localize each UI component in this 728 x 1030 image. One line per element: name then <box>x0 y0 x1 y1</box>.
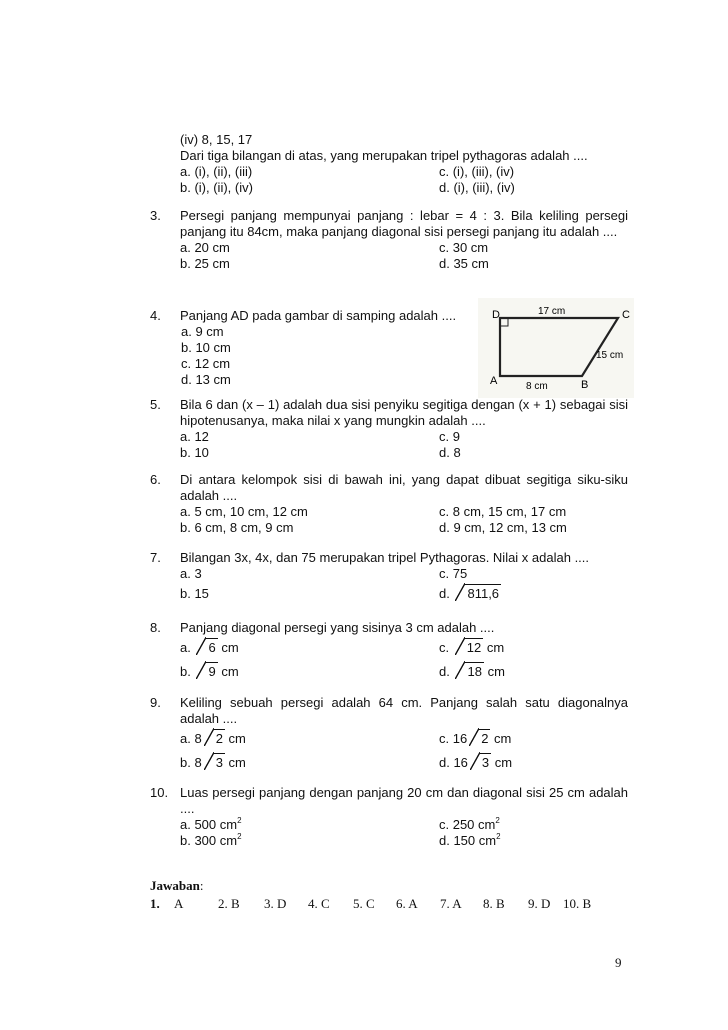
q10-option-c-text: c. 250 cm <box>439 817 496 832</box>
answer-8: 8. B <box>483 896 505 911</box>
sqrt-symbol <box>204 755 225 771</box>
q8-option-a-unit: cm <box>221 640 239 655</box>
q3-number: 3. <box>150 208 161 223</box>
answer-9: 9. D <box>528 896 551 911</box>
question-4 <box>150 308 470 388</box>
q8-option-d-unit: cm <box>487 664 505 679</box>
q10-option-a-text: a. 500 cm <box>180 817 238 832</box>
q8-option-a-radicand: 6 <box>208 640 216 655</box>
q9-option-b-prefix: b. 8 <box>180 755 202 770</box>
sqrt-symbol <box>204 731 225 747</box>
question-7 <box>150 550 628 606</box>
q8-option-b-prefix: b. <box>180 664 191 679</box>
q8-option-c-radicand: 12 <box>466 640 482 655</box>
q10-option-b-text: b. 300 cm <box>180 833 238 848</box>
question-9 <box>150 695 628 775</box>
q8-option-d-prefix: d. <box>439 664 450 679</box>
q4-option-c: c. 12 cm <box>181 356 231 371</box>
q9-option-c-unit: cm <box>494 731 512 746</box>
q4-number: 4. <box>150 308 161 323</box>
q6-option-d: d. 9 cm, 12 cm, 13 cm <box>439 520 567 535</box>
q5-option-a: a. 12 <box>180 429 209 444</box>
right-angle-mark-d <box>500 318 508 326</box>
q4-option-a: a. 9 cm <box>181 324 224 339</box>
sqrt-symbol <box>196 640 217 656</box>
q2-option-d: d. (i), (iii), (iv) <box>439 180 515 195</box>
q8-option-b <box>180 664 239 680</box>
bottom-length-label: 8 cm <box>526 381 548 392</box>
q9-option-d-radicand: 3 <box>481 755 490 770</box>
q10-number: 10. <box>150 785 169 800</box>
q10-option-c <box>439 817 500 833</box>
answer-5: 5. C <box>353 896 375 911</box>
q2-option-c: c. (i), (iii), (iv) <box>439 164 515 179</box>
q2-stem: Dari tiga bilangan di atas, yang merupakan tripel pythagoras adalah .... <box>180 148 588 163</box>
sqrt-symbol <box>469 731 490 747</box>
q7-stem: Bilangan 3x, 4x, dan 75 merupakan tripel Pythagoras. Nilai x adalah .... <box>180 550 590 565</box>
q6-option-a: a. 5 cm, 10 cm, 12 cm <box>180 504 308 519</box>
sqrt-symbol <box>196 664 217 680</box>
answer-key-title-text: Jawaban <box>150 878 200 893</box>
q3-option-b: b. 25 cm <box>180 256 230 271</box>
question-8 <box>150 620 628 684</box>
q7-option-a: a. 3 <box>180 566 202 581</box>
q7-option-c: c. 75 <box>439 566 468 581</box>
q10-option-a-sup: 2 <box>237 815 242 825</box>
q9-option-b-unit: cm <box>228 755 246 770</box>
q8-option-a <box>180 640 239 656</box>
answer-key-row <box>150 896 620 914</box>
q10-option-d-text: d. 150 cm <box>439 833 497 848</box>
q5-option-d: d. 8 <box>439 445 461 460</box>
q9-option-d-unit: cm <box>494 755 513 770</box>
q8-option-b-unit: cm <box>221 664 239 679</box>
answer-6: 6. A <box>396 896 418 911</box>
top-length-label: 17 cm <box>538 306 566 317</box>
q9-stem: Keliling sebuah persegi adalah 64 cm. Panjang salah satu diagonalnya adalah .... <box>180 695 628 726</box>
q7-option-b: b. 15 <box>180 586 209 601</box>
q9-option-b <box>180 755 246 771</box>
q10-stem: Luas persegi panjang dengan panjang 20 cm dan diagonal sisi 25 cm adalah .... <box>180 785 628 816</box>
sqrt-symbol <box>455 664 483 680</box>
q9-option-a-radicand: 2 <box>215 731 223 746</box>
answer-key-colon: : <box>199 878 204 893</box>
answer-7: 7. A <box>440 896 462 911</box>
q9-option-d <box>439 755 512 771</box>
vertex-label-b: B <box>581 379 589 391</box>
q9-option-b-radicand: 3 <box>215 755 223 770</box>
q6-option-c: c. 8 cm, 15 cm, 17 cm <box>439 504 567 519</box>
sqrt-symbol <box>455 586 501 602</box>
q9-option-a-unit: cm <box>228 731 246 746</box>
answer-1: A <box>174 896 184 911</box>
q4-option-b: b. 10 cm <box>181 340 231 355</box>
q5-stem: Bila 6 dan (x – 1) adalah dua sisi penyiku segitiga dengan (x + 1) sebagai sisi hipotenusanya, maka nilai x yang mungkin adalah .... <box>180 397 628 428</box>
q3-option-d: d. 35 cm <box>439 256 489 271</box>
q4-stem: Panjang AD pada gambar di samping adalah .... <box>180 308 457 323</box>
answer-4: 4. C <box>308 896 330 911</box>
q7-option-d <box>439 586 501 602</box>
answer-key-title <box>150 878 620 896</box>
q9-option-c <box>439 731 511 747</box>
q2-item-iv: (iv) 8, 15, 17 <box>180 132 253 147</box>
q9-option-c-prefix: c. 16 <box>439 731 468 746</box>
q10-option-a <box>180 817 242 833</box>
page-number: 9 <box>615 955 622 970</box>
vertex-label-a: A <box>490 375 498 387</box>
q10-option-c-sup: 2 <box>495 815 500 825</box>
vertex-label-c: C <box>622 309 630 321</box>
q7-option-d-radicand: 811,6 <box>467 586 500 601</box>
q8-option-d-radicand: 18 <box>467 664 482 679</box>
side-length-label: 15 cm <box>596 350 624 361</box>
q8-option-b-radicand: 9 <box>208 664 216 679</box>
q3-stem: Persegi panjang mempunyai panjang : lebar = 4 : 3. Bila keliling persegi panjang itu 84cm, maka panjang diagonal sisi persegi panjang itu adalah .... <box>180 208 628 239</box>
q3-option-c: c. 30 cm <box>439 240 489 255</box>
question-6 <box>150 472 628 536</box>
q10-option-d-sup: 2 <box>496 831 501 841</box>
q8-option-c <box>439 640 504 656</box>
q9-option-a-prefix: a. 8 <box>180 731 202 746</box>
q8-stem: Panjang diagonal persegi yang sisinya 3 cm adalah .... <box>180 620 495 635</box>
q5-option-b: b. 10 <box>180 445 209 460</box>
answer-1-number: 1. <box>150 896 160 911</box>
q5-number: 5. <box>150 397 161 412</box>
sqrt-symbol <box>455 640 483 656</box>
q9-option-c-radicand: 2 <box>481 731 489 746</box>
answer-key <box>150 878 620 914</box>
q8-number: 8. <box>150 620 161 635</box>
q8-option-c-prefix: c. <box>439 640 450 655</box>
q8-option-c-unit: cm <box>486 640 505 655</box>
q6-stem: Di antara kelompok sisi di bawah ini, yang dapat dibuat segitiga siku-siku adalah .... <box>180 472 628 503</box>
q3-option-a: a. 20 cm <box>180 240 230 255</box>
q6-number: 6. <box>150 472 161 487</box>
answer-2: 2. B <box>218 896 240 911</box>
q4-option-d: d. 13 cm <box>181 372 231 387</box>
q2-option-b: b. (i), (ii), (iv) <box>180 180 253 195</box>
question-10 <box>150 785 628 849</box>
q9-option-a <box>180 731 246 747</box>
trapezoid-shape <box>500 318 618 376</box>
q2-option-a: a. (i), (ii), (iii) <box>180 164 253 179</box>
q10-option-d <box>439 833 501 849</box>
trapezoid-figure <box>478 298 634 398</box>
vertex-label-d: D <box>492 309 500 321</box>
answer-10: 10. B <box>563 896 592 911</box>
q6-option-b: b. 6 cm, 8 cm, 9 cm <box>180 520 294 535</box>
question-3 <box>150 208 628 272</box>
q7-number: 7. <box>150 550 161 565</box>
q10-option-b-sup: 2 <box>237 831 242 841</box>
q8-option-d <box>439 664 505 680</box>
q5-option-c: c. 9 <box>439 429 460 444</box>
sqrt-symbol <box>470 755 491 771</box>
q9-number: 9. <box>150 695 161 710</box>
answer-3: 3. D <box>264 896 287 911</box>
q9-option-d-prefix: d. 16 <box>439 755 468 770</box>
question-2 <box>150 132 628 196</box>
q7-option-d-prefix: d. <box>439 586 450 601</box>
question-5 <box>150 397 628 461</box>
q8-option-a-prefix: a. <box>180 640 191 655</box>
q10-option-b <box>180 833 242 849</box>
